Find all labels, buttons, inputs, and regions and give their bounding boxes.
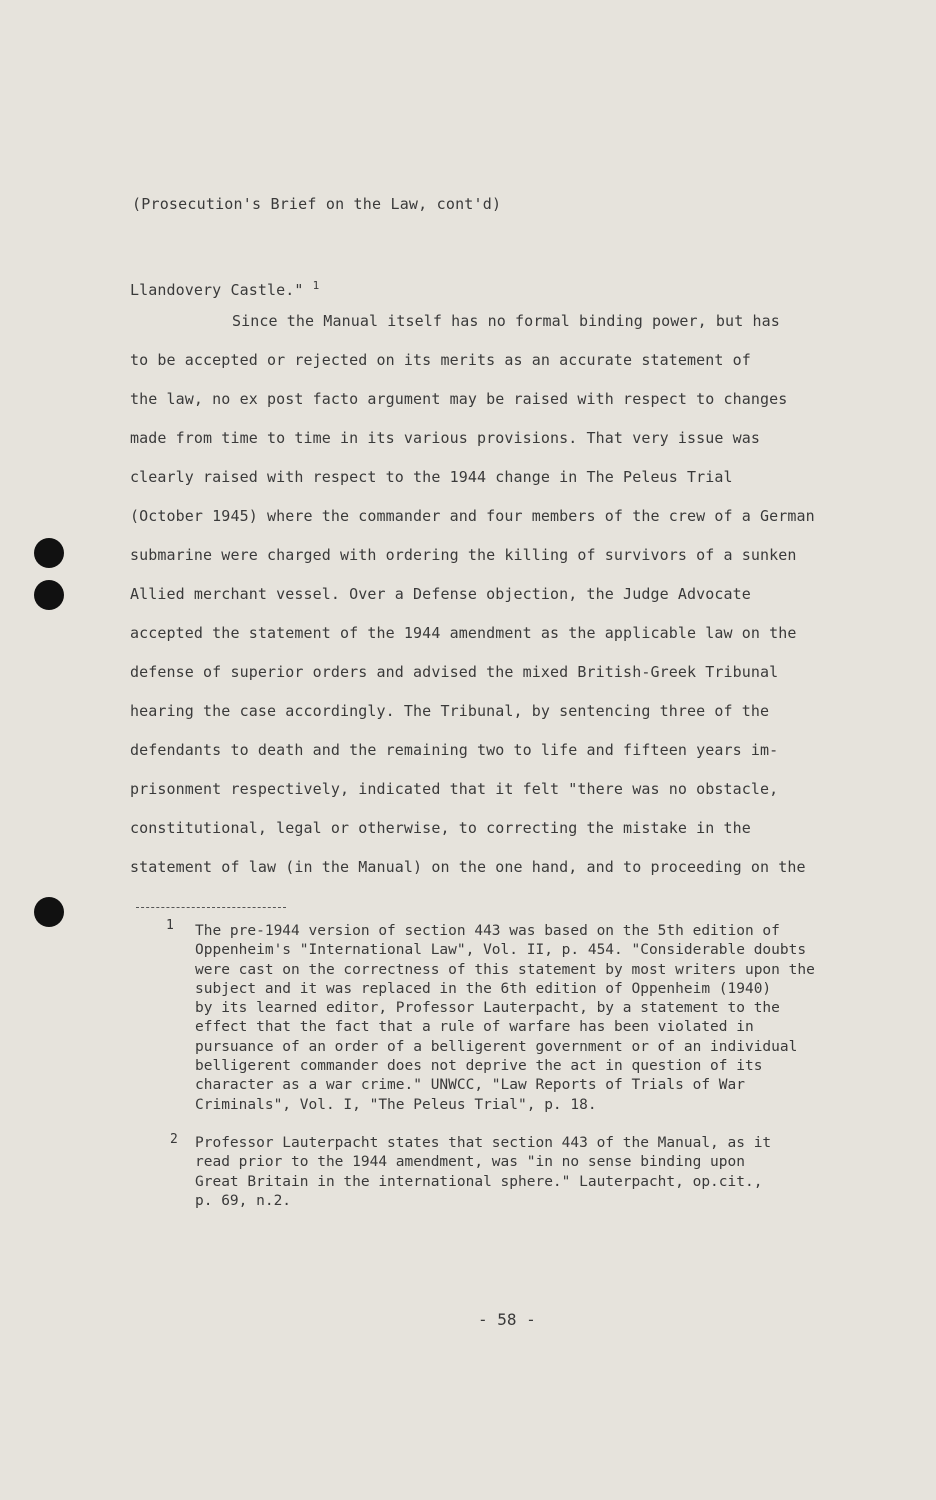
- body-line: accepted the statement of the 1944 amendment as the applicable law on the: [130, 624, 797, 642]
- footnote-2: Professor Lauterpacht states that section 443 of the Manual, as it read prior to the 1944 amendment, was "in no sense binding upon Great Britain in the international sphere." Lauterpacht, op.cit., p. 69, n.2.: [195, 1135, 772, 1209]
- footnote-ref-1: 1: [312, 279, 320, 292]
- punch-hole: [34, 580, 64, 610]
- body-line: made from time to time in its various provisions. That very issue was: [130, 429, 761, 447]
- body-line: Allied merchant vessel. Over a Defense objection, the Judge Advocate: [130, 585, 751, 603]
- body-line: defendants to death and the remaining two to life and fifteen years im-: [130, 741, 779, 759]
- body-line: the law, no ex post facto argument may be raised with respect to changes: [130, 390, 788, 408]
- footnote-separator: [136, 907, 286, 908]
- body-line: Since the Manual itself has no formal binding power, but has: [232, 312, 780, 330]
- page-header: (Prosecution's Brief on the Law, cont'd): [132, 195, 502, 213]
- body-line: Llandovery Castle." $^1$: [130, 279, 320, 299]
- body-line: to be accepted or rejected on its merits as an accurate statement of: [130, 351, 751, 369]
- body-line: hearing the case accordingly. The Tribunal, by sentencing three of the: [130, 702, 770, 720]
- body-line: submarine were charged with ordering the killing of survivors of a sunken: [130, 546, 797, 564]
- body-line: defense of superior orders and advised the mixed British-Greek Tribunal: [130, 663, 779, 681]
- punch-hole: [34, 538, 64, 568]
- body-line: prisonment respectively, indicated that it felt "there was no obstacle,: [130, 780, 779, 798]
- body-line: clearly raised with respect to the 1944 change in The Peleus Trial: [130, 468, 733, 486]
- body-line: statement of law (in the Manual) on the one hand, and to proceeding on the: [130, 858, 806, 876]
- page-number: - 58 -: [478, 1310, 536, 1329]
- body-line: (October 1945) where the commander and four members of the crew of a German: [130, 507, 815, 525]
- footnote-marker-1: 1: [166, 918, 174, 933]
- footnote-marker-2: 2: [170, 1132, 178, 1147]
- footnote-1: The pre-1944 version of section 443 was based on the 5th edition of Oppenheim's "International Law", Vol. II, p. 454. "Considerable doubts were cast on the correctness of this statement by most writers upon the subject and it was replaced in the 6th edition of Oppenheim (1940) by its learned editor, Professor Lauterpacht, by a statement to the effect that the fact that a rule of warfare has been violated in pursuance of an order of a belligerent government or of an individual belligerent commander does not deprive the act in question of its character as a war crime." UNWCC, "Law Reports of Trials of War Criminals", Vol. I, "The Peleus Trial", p. 18.: [195, 923, 815, 1113]
- body-line: constitutional, legal or otherwise, to correcting the mistake in the: [130, 819, 751, 837]
- punch-hole: [34, 897, 64, 927]
